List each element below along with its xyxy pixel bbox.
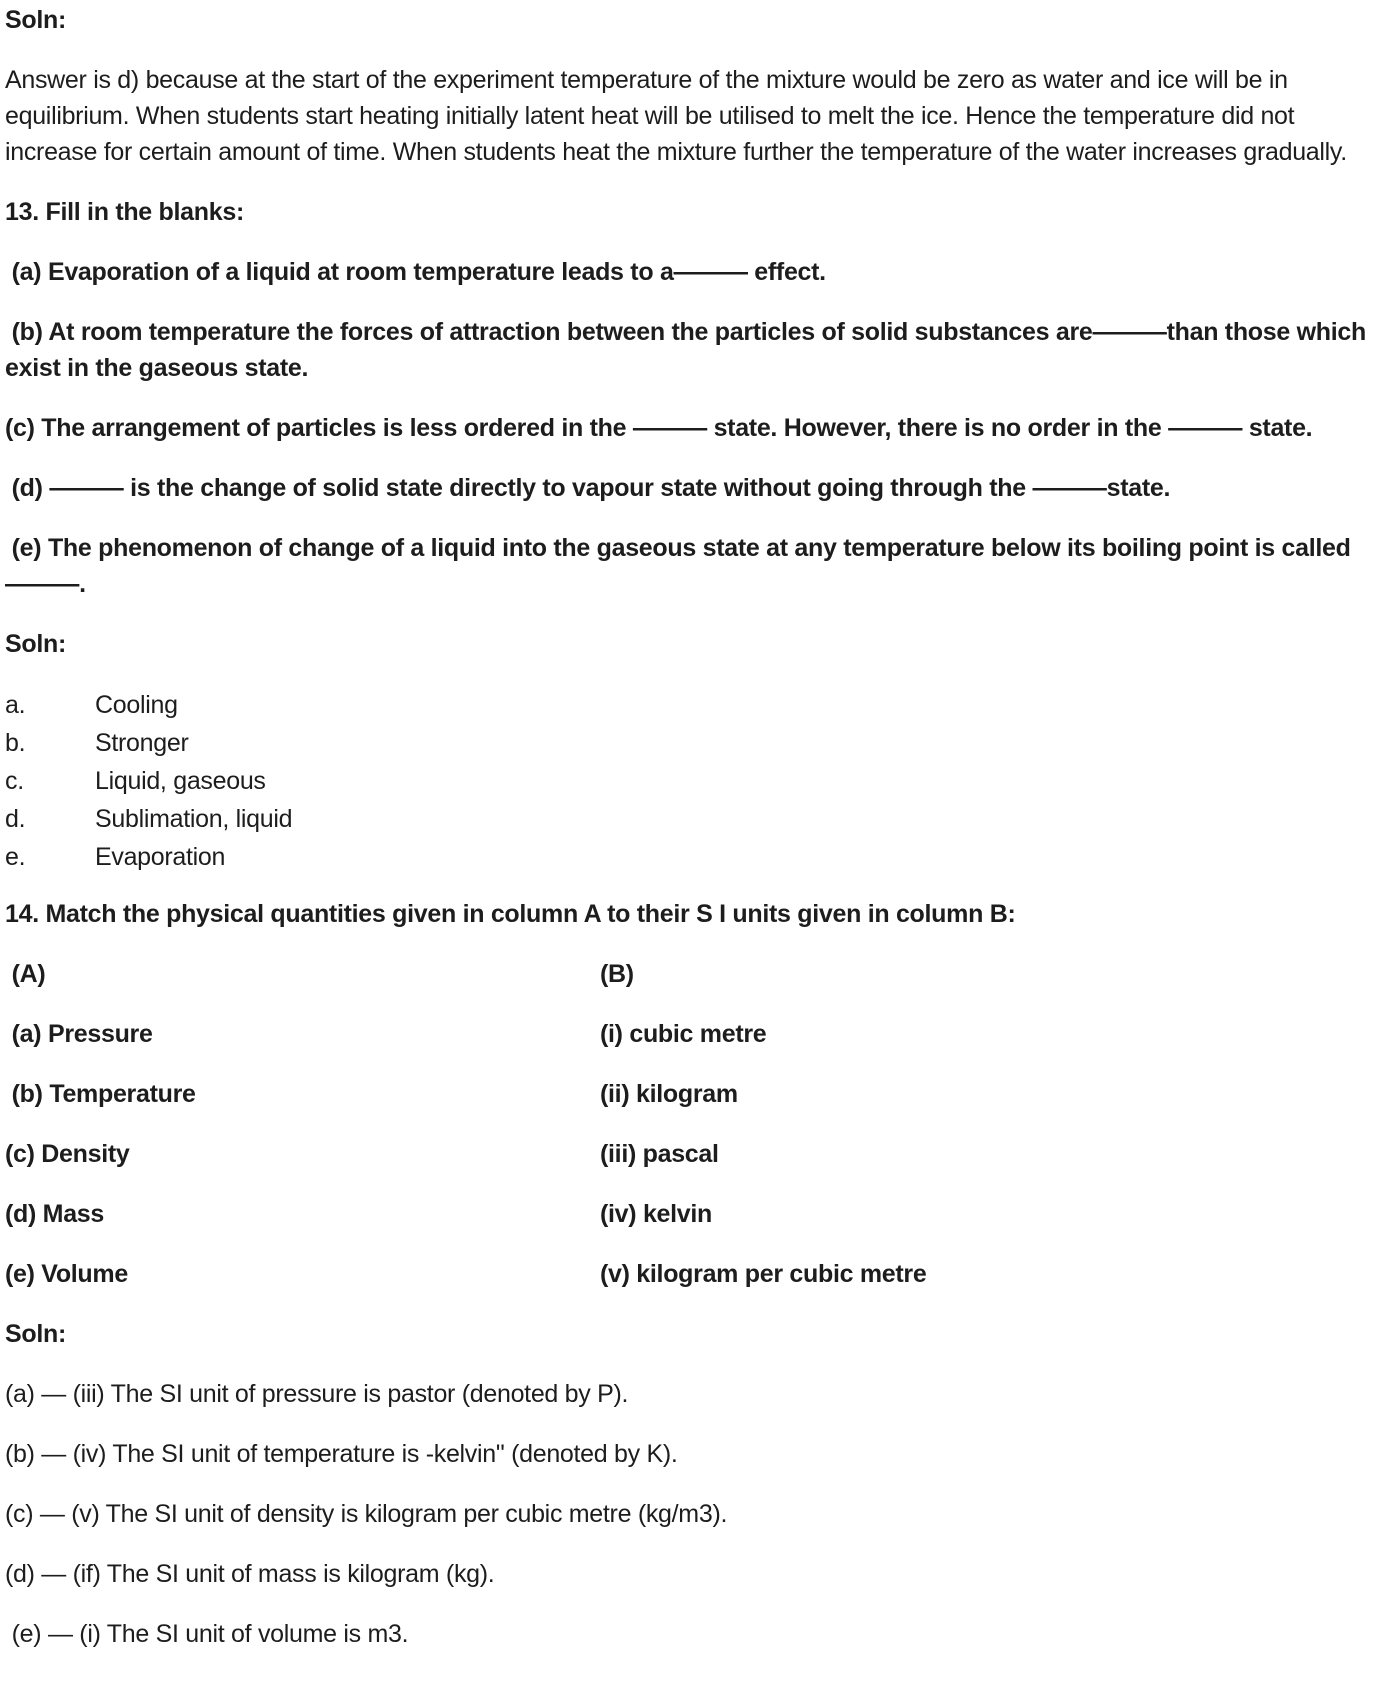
- list-item: [5, 800, 1382, 838]
- list-item-text: Liquid, gaseous: [95, 767, 266, 795]
- q14-answer-e: (e) — (i) The SI unit of volume is m3.: [5, 1620, 409, 1648]
- table-row: [5, 1256, 1382, 1292]
- soln-heading-1: Soln:: [5, 6, 66, 34]
- list-item-marker: e.: [5, 843, 26, 871]
- table-row: [5, 1136, 1382, 1172]
- soln-heading-3: Soln:: [5, 1320, 66, 1348]
- q14-answer-d: (d) — (if) The SI unit of mass is kilogram (kg).: [5, 1560, 495, 1588]
- table-row: [5, 1076, 1382, 1112]
- list-item: [5, 762, 1382, 800]
- list-item: [5, 686, 1382, 724]
- list-item-marker: d.: [5, 805, 26, 833]
- q13-item-c: (c) The arrangement of particles is less ordered in the ——— state. However, there is no order in the ——— state.: [5, 414, 1313, 442]
- list-item: [5, 724, 1382, 762]
- column-a-cell: (a) Pressure: [5, 1020, 153, 1048]
- list-item-text: Cooling: [95, 691, 178, 719]
- column-b-cell: (i) cubic metre: [600, 1020, 767, 1048]
- column-b-header: (B): [600, 960, 634, 988]
- list-item-marker: c.: [5, 767, 24, 795]
- q13-item-d: (d) ——— is the change of solid state directly to vapour state without going through the ———state.: [5, 474, 1171, 502]
- answer-paragraph-q12: Answer is d) because at the start of the experiment temperature of the mixture would be zero as water and ice will be in equilibrium. When students start heating initially latent heat will be utilised to melt the ice. Hence the temperature did not increase for certain amount of time. When students heat the mixture further the temperature of the water increases gradually.: [5, 66, 1347, 166]
- q13-item-e: (e) The phenomenon of change of a liquid into the gaseous state at any temperature below its boiling point is called———.: [5, 534, 1351, 598]
- table-row: [5, 1196, 1382, 1232]
- list-item: [5, 838, 1382, 876]
- q14-heading: 14. Match the physical quantities given in column A to their S I units given in column B:: [5, 900, 1016, 928]
- column-a-cell: (b) Temperature: [5, 1080, 196, 1108]
- list-item-marker: b.: [5, 729, 26, 757]
- soln-heading-2: Soln:: [5, 630, 66, 658]
- list-item-text: Sublimation, liquid: [95, 805, 293, 833]
- q14-answer-c: (c) — (v) The SI unit of density is kilogram per cubic metre (kg/m3).: [5, 1500, 728, 1528]
- table-row: [5, 1016, 1382, 1052]
- table-row: [5, 956, 1382, 992]
- q14-match-table: [5, 956, 1382, 1292]
- list-item-text: Stronger: [95, 729, 189, 757]
- column-a-header: (A): [5, 960, 46, 988]
- q14-answer-b: (b) — (iv) The SI unit of temperature is -kelvin" (denoted by K).: [5, 1440, 678, 1468]
- q13-item-b: (b) At room temperature the forces of attraction between the particles of solid substances are———than those which exist in the gaseous state.: [5, 318, 1373, 382]
- column-a-cell: (d) Mass: [5, 1200, 105, 1228]
- column-a-cell: (e) Volume: [5, 1260, 128, 1288]
- list-item-text: Evaporation: [95, 843, 226, 871]
- q13-heading: 13. Fill in the blanks:: [5, 198, 244, 226]
- q13-item-a: (a) Evaporation of a liquid at room temperature leads to a——— effect.: [5, 258, 826, 286]
- q14-answer-a: (a) — (iii) The SI unit of pressure is pastor (denoted by P).: [5, 1380, 629, 1408]
- column-b-cell: (iii) pascal: [600, 1140, 719, 1168]
- column-b-cell: (iv) kelvin: [600, 1200, 713, 1228]
- column-b-cell: (v) kilogram per cubic metre: [600, 1260, 927, 1288]
- column-b-cell: (ii) kilogram: [600, 1080, 738, 1108]
- q13-answers-list: [5, 686, 1382, 876]
- list-item-marker: a.: [5, 691, 26, 719]
- column-a-cell: (c) Density: [5, 1140, 130, 1168]
